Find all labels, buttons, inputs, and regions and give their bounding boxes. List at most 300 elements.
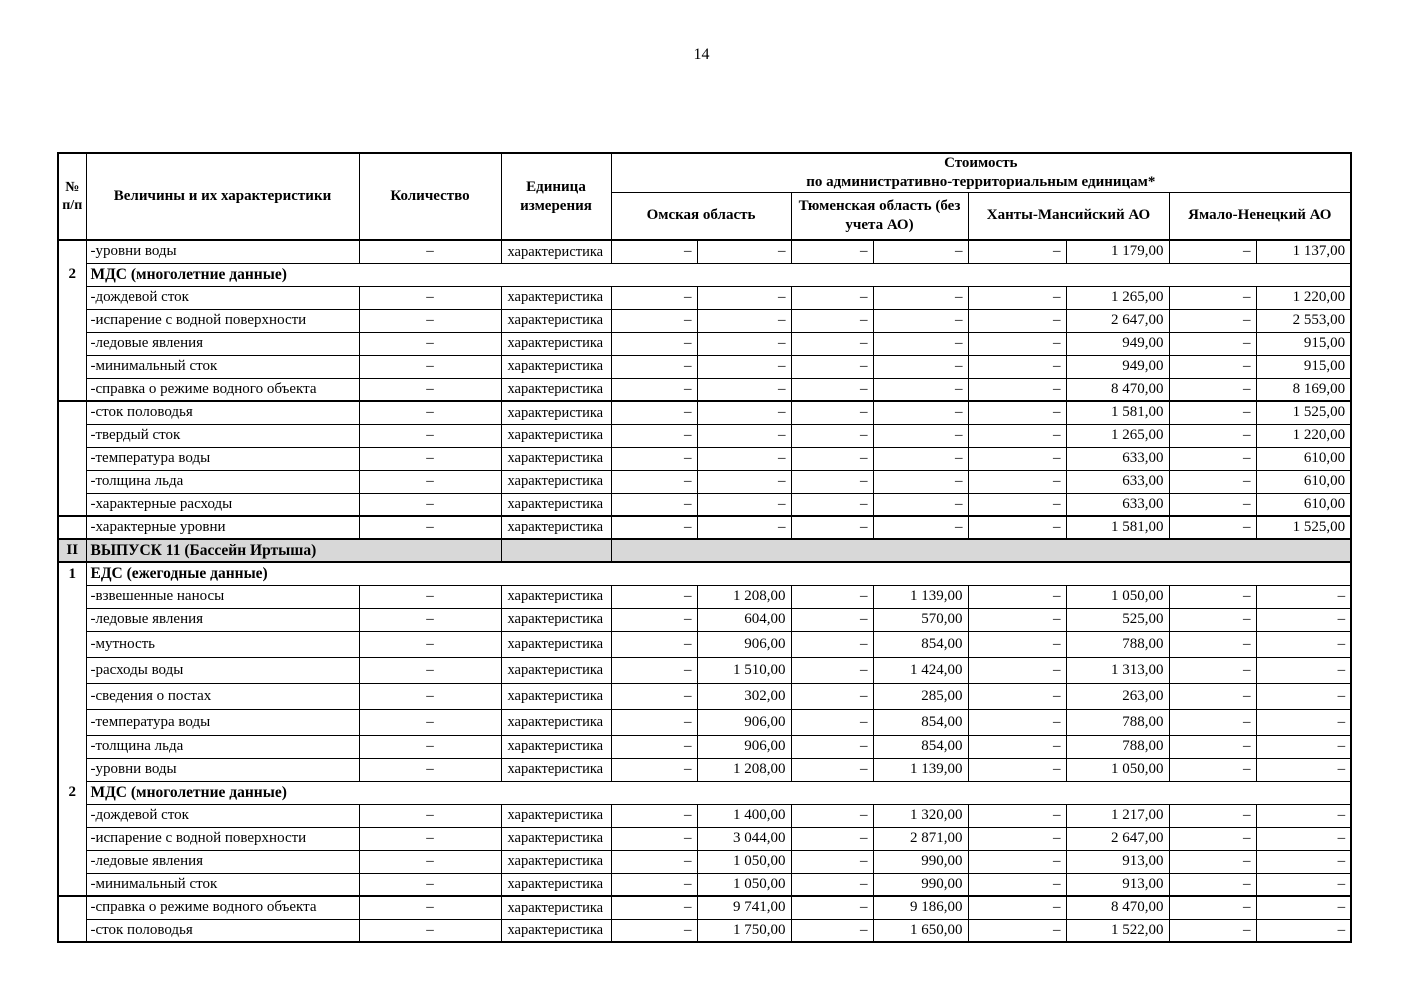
row-label: -твердый сток [86,424,359,447]
row-number [58,896,86,919]
value-dash-cell: – [1169,850,1256,873]
section-label: МДС (многолетние данные) [86,781,1351,804]
value-dash-cell: – [791,332,873,355]
value-dash-cell: – [1169,657,1256,683]
table-row [58,355,1351,378]
quantity-cell: – [359,447,501,470]
value-cell: 1 522,00 [1066,919,1169,942]
quantity-cell: – [359,286,501,309]
quantity-cell: – [359,424,501,447]
value-cell: 1 139,00 [873,758,968,781]
value-cell: 610,00 [1256,470,1351,493]
value-dash-cell: – [611,332,697,355]
row-number [58,493,86,516]
value-dash-cell: – [611,683,697,709]
value-cell: 913,00 [1066,850,1169,873]
table-row [58,585,1351,608]
value-dash-cell: – [1169,286,1256,309]
cost-title-line2: по административно-территориальным единицам* [806,173,1156,190]
value-dash-cell: – [1169,758,1256,781]
row-number [58,735,86,758]
row-number [58,873,86,896]
value-dash-cell: – [791,873,873,896]
value-cell: 285,00 [873,683,968,709]
value-dash-cell: – [611,401,697,424]
value-cell: – [873,447,968,470]
value-cell: – [1256,758,1351,781]
value-dash-cell: – [791,827,873,850]
value-cell: 1 400,00 [697,804,791,827]
section-row [58,539,1351,562]
table-row [58,332,1351,355]
value-cell: – [697,309,791,332]
value-cell: – [697,355,791,378]
unit-cell: характеристика [501,424,611,447]
value-dash-cell: – [791,378,873,401]
value-cell: 8 470,00 [1066,378,1169,401]
value-cell: 1 217,00 [1066,804,1169,827]
value-dash-cell: – [611,355,697,378]
section-row [58,562,1351,585]
value-cell: – [1256,850,1351,873]
row-label: -ледовые явления [86,850,359,873]
value-cell: – [1256,735,1351,758]
value-dash-cell: – [968,804,1066,827]
unit-cell: характеристика [501,401,611,424]
value-dash-cell: – [611,896,697,919]
value-cell: 1 137,00 [1256,240,1351,263]
value-dash-cell: – [791,919,873,942]
value-cell: – [697,378,791,401]
value-cell: – [697,447,791,470]
row-label: -справка о режиме водного объекта [86,378,359,401]
value-dash-cell: – [968,286,1066,309]
unit-cell: характеристика [501,309,611,332]
value-cell: – [697,240,791,263]
value-cell: 633,00 [1066,493,1169,516]
value-dash-cell: – [968,709,1066,735]
table-row [58,850,1351,873]
value-dash-cell: – [791,355,873,378]
issue-label: ВЫПУСК 11 (Бассейн Иртыша) [86,539,501,562]
value-dash-cell: – [791,493,873,516]
value-cell: 1 313,00 [1066,657,1169,683]
value-cell: 525,00 [1066,608,1169,631]
row-number: 2 [58,781,86,804]
value-cell: – [697,401,791,424]
unit-cell: характеристика [501,447,611,470]
value-cell: 1 220,00 [1256,424,1351,447]
table-row [58,378,1351,401]
value-dash-cell: – [968,608,1066,631]
unit-cell: характеристика [501,657,611,683]
value-cell: – [873,309,968,332]
row-label: -дождевой сток [86,804,359,827]
unit-cell: характеристика [501,493,611,516]
unit-cell: характеристика [501,355,611,378]
value-cell: 3 044,00 [697,827,791,850]
value-cell: 1 320,00 [873,804,968,827]
quantity-cell: – [359,309,501,332]
value-cell: 9 741,00 [697,896,791,919]
value-cell: 633,00 [1066,447,1169,470]
empty-span-cell [611,539,1351,562]
value-cell: 610,00 [1256,447,1351,470]
row-number [58,447,86,470]
value-cell: 2 647,00 [1066,309,1169,332]
row-number [58,709,86,735]
value-dash-cell: – [791,401,873,424]
value-dash-cell: – [968,470,1066,493]
quantity-cell: – [359,401,501,424]
row-number [58,758,86,781]
quantity-cell: – [359,758,501,781]
section-label: МДС (многолетние данные) [86,263,1351,286]
value-dash-cell: – [1169,919,1256,942]
value-cell: 2 871,00 [873,827,968,850]
table-row [58,424,1351,447]
row-label: -сток половодья [86,919,359,942]
value-dash-cell: – [968,585,1066,608]
value-dash-cell: – [1169,608,1256,631]
unit-cell: характеристика [501,332,611,355]
value-dash-cell: – [611,309,697,332]
value-dash-cell: – [968,919,1066,942]
header-region-khanty: Ханты-Мансийский АО [968,192,1169,240]
value-dash-cell: – [968,683,1066,709]
value-cell: – [697,516,791,539]
header-region-omsk: Омская область [611,192,791,240]
value-dash-cell: – [1169,332,1256,355]
value-cell: – [1256,608,1351,631]
table-row [58,309,1351,332]
unit-cell: характеристика [501,240,611,263]
value-cell: 788,00 [1066,631,1169,657]
row-number [58,355,86,378]
value-cell: – [1256,631,1351,657]
header-row-top [58,153,1351,192]
value-dash-cell: – [791,631,873,657]
value-dash-cell: – [968,758,1066,781]
table-row [58,827,1351,850]
row-number [58,516,86,539]
value-dash-cell: – [968,240,1066,263]
row-label: -мутность [86,631,359,657]
value-dash-cell: – [1169,735,1256,758]
section-label: ЕДС (ежегодные данные) [86,562,1351,585]
table-row [58,286,1351,309]
row-label: -сведения о постах [86,683,359,709]
header-quantity: Количество [359,153,501,240]
quantity-cell: – [359,470,501,493]
unit-cell: характеристика [501,608,611,631]
value-cell: 854,00 [873,631,968,657]
value-cell: – [697,470,791,493]
value-dash-cell: – [968,873,1066,896]
value-dash-cell: – [611,709,697,735]
value-dash-cell: – [611,873,697,896]
value-cell: 2 553,00 [1256,309,1351,332]
value-cell: 1 050,00 [1066,758,1169,781]
table-row [58,709,1351,735]
value-dash-cell: – [791,585,873,608]
row-label: -дождевой сток [86,286,359,309]
unit-cell: характеристика [501,631,611,657]
row-number [58,332,86,355]
value-cell: – [1256,709,1351,735]
value-dash-cell: – [791,709,873,735]
row-label: -температура воды [86,447,359,470]
value-dash-cell: – [791,424,873,447]
value-cell: 1 050,00 [697,850,791,873]
value-cell: 788,00 [1066,709,1169,735]
value-dash-cell: – [611,424,697,447]
value-dash-cell: – [791,758,873,781]
value-dash-cell: – [791,608,873,631]
table-row [58,873,1351,896]
row-label: -справка о режиме водного объекта [86,896,359,919]
table-row [58,447,1351,470]
value-dash-cell: – [968,355,1066,378]
unit-cell: характеристика [501,709,611,735]
row-number [58,378,86,401]
value-cell: – [873,332,968,355]
value-dash-cell: – [1169,873,1256,896]
header-region-yamal: Ямало-Ненецкий АО [1169,192,1351,240]
table-row [58,516,1351,539]
table-row [58,493,1351,516]
quantity-cell: – [359,657,501,683]
empty-unit-cell [501,539,611,562]
quantity-cell: – [359,585,501,608]
value-cell: 788,00 [1066,735,1169,758]
unit-cell: характеристика [501,286,611,309]
quantity-cell: – [359,516,501,539]
unit-cell: характеристика [501,827,611,850]
value-cell: 1 581,00 [1066,401,1169,424]
table-row [58,758,1351,781]
value-dash-cell: – [611,585,697,608]
value-cell: 1 265,00 [1066,286,1169,309]
table-row [58,657,1351,683]
value-cell: – [1256,804,1351,827]
table-row [58,608,1351,631]
value-cell: 906,00 [697,709,791,735]
quantity-cell: – [359,683,501,709]
value-dash-cell: – [968,424,1066,447]
value-cell: – [1256,873,1351,896]
unit-cell: характеристика [501,850,611,873]
value-dash-cell: – [611,827,697,850]
row-number [58,919,86,942]
value-dash-cell: – [1169,709,1256,735]
value-cell: 990,00 [873,873,968,896]
row-number [58,470,86,493]
value-cell: – [697,332,791,355]
row-number [58,401,86,424]
value-dash-cell: – [611,919,697,942]
row-number [58,240,86,263]
value-cell: 1 208,00 [697,758,791,781]
table-row [58,631,1351,657]
value-cell: – [1256,683,1351,709]
row-number [58,608,86,631]
value-cell: 854,00 [873,709,968,735]
value-cell: 990,00 [873,850,968,873]
header-label: Величины и их характеристики [86,153,359,240]
unit-cell: характеристика [501,585,611,608]
value-cell: 915,00 [1256,332,1351,355]
value-cell: 1 265,00 [1066,424,1169,447]
value-cell: 302,00 [697,683,791,709]
quantity-cell: – [359,873,501,896]
table-row [58,735,1351,758]
value-cell: 906,00 [697,735,791,758]
row-number [58,850,86,873]
value-cell: 1 139,00 [873,585,968,608]
value-dash-cell: – [611,735,697,758]
row-number [58,424,86,447]
value-dash-cell: – [1169,585,1256,608]
value-dash-cell: – [611,447,697,470]
value-dash-cell: – [1169,804,1256,827]
unit-cell: характеристика [501,919,611,942]
value-cell: – [873,286,968,309]
value-dash-cell: – [611,378,697,401]
row-number [58,286,86,309]
quantity-cell: – [359,735,501,758]
quantity-cell: – [359,332,501,355]
value-cell: 949,00 [1066,355,1169,378]
row-label: -уровни воды [86,240,359,263]
unit-cell: характеристика [501,470,611,493]
value-cell: 8 169,00 [1256,378,1351,401]
value-dash-cell: – [1169,896,1256,919]
value-dash-cell: – [1169,378,1256,401]
value-dash-cell: – [1169,355,1256,378]
value-dash-cell: – [791,470,873,493]
value-dash-cell: – [791,850,873,873]
value-cell: 2 647,00 [1066,827,1169,850]
row-number [58,309,86,332]
value-cell: – [873,470,968,493]
unit-cell: характеристика [501,804,611,827]
row-label: -сток половодья [86,401,359,424]
quantity-cell: – [359,827,501,850]
value-dash-cell: – [1169,240,1256,263]
value-dash-cell: – [611,758,697,781]
value-dash-cell: – [1169,683,1256,709]
value-cell: 1 525,00 [1256,516,1351,539]
row-label: -ледовые явления [86,332,359,355]
value-dash-cell: – [611,240,697,263]
value-cell: – [697,286,791,309]
row-label: -минимальный сток [86,873,359,896]
header-cost-title [611,153,1351,192]
quantity-cell: – [359,493,501,516]
quantity-cell: – [359,919,501,942]
value-cell: – [873,516,968,539]
row-label: -взвешенные наносы [86,585,359,608]
value-cell: 1 424,00 [873,657,968,683]
quantity-cell: – [359,896,501,919]
unit-cell: характеристика [501,896,611,919]
value-dash-cell: – [611,631,697,657]
section-row [58,781,1351,804]
value-dash-cell: – [611,286,697,309]
value-cell: – [697,424,791,447]
value-cell: 949,00 [1066,332,1169,355]
row-number: 1 [58,562,86,585]
value-cell: – [1256,827,1351,850]
value-cell: 1 179,00 [1066,240,1169,263]
value-dash-cell: – [611,850,697,873]
row-number [58,827,86,850]
unit-cell: характеристика [501,873,611,896]
value-cell: – [1256,919,1351,942]
value-cell: 906,00 [697,631,791,657]
value-cell: 8 470,00 [1066,896,1169,919]
value-dash-cell: – [791,286,873,309]
value-cell: 913,00 [1066,873,1169,896]
value-dash-cell: – [968,827,1066,850]
value-dash-cell: – [968,401,1066,424]
value-dash-cell: – [968,735,1066,758]
quantity-cell: – [359,355,501,378]
value-cell: 263,00 [1066,683,1169,709]
value-dash-cell: – [968,631,1066,657]
row-label: -температура воды [86,709,359,735]
value-cell: 1 750,00 [697,919,791,942]
quantity-cell: – [359,631,501,657]
value-cell: – [697,493,791,516]
value-cell: – [873,378,968,401]
quantity-cell: – [359,378,501,401]
value-dash-cell: – [611,608,697,631]
row-label: -толщина льда [86,735,359,758]
value-dash-cell: – [791,735,873,758]
value-cell: – [873,401,968,424]
row-label: -испарение с водной поверхности [86,827,359,850]
row-number [58,657,86,683]
value-dash-cell: – [791,516,873,539]
value-dash-cell: – [791,447,873,470]
row-label: -расходы воды [86,657,359,683]
row-label: -ледовые явления [86,608,359,631]
value-cell: 1 510,00 [697,657,791,683]
value-cell: 1 220,00 [1256,286,1351,309]
header-unit: Единица измерения [501,153,611,240]
value-cell: 1 050,00 [1066,585,1169,608]
page-number: 14 [693,46,710,63]
cost-title-line1: Стоимость [944,155,1018,171]
table-row [58,896,1351,919]
value-cell: 1 050,00 [697,873,791,896]
value-dash-cell: – [611,470,697,493]
section-row [58,263,1351,286]
value-cell: – [873,240,968,263]
value-dash-cell: – [791,309,873,332]
row-label: -испарение с водной поверхности [86,309,359,332]
row-label: -минимальный сток [86,355,359,378]
row-number [58,585,86,608]
unit-cell: характеристика [501,378,611,401]
table-header [58,153,1351,240]
value-dash-cell: – [1169,631,1256,657]
table-row [58,919,1351,942]
value-cell: 1 650,00 [873,919,968,942]
value-dash-cell: – [791,896,873,919]
